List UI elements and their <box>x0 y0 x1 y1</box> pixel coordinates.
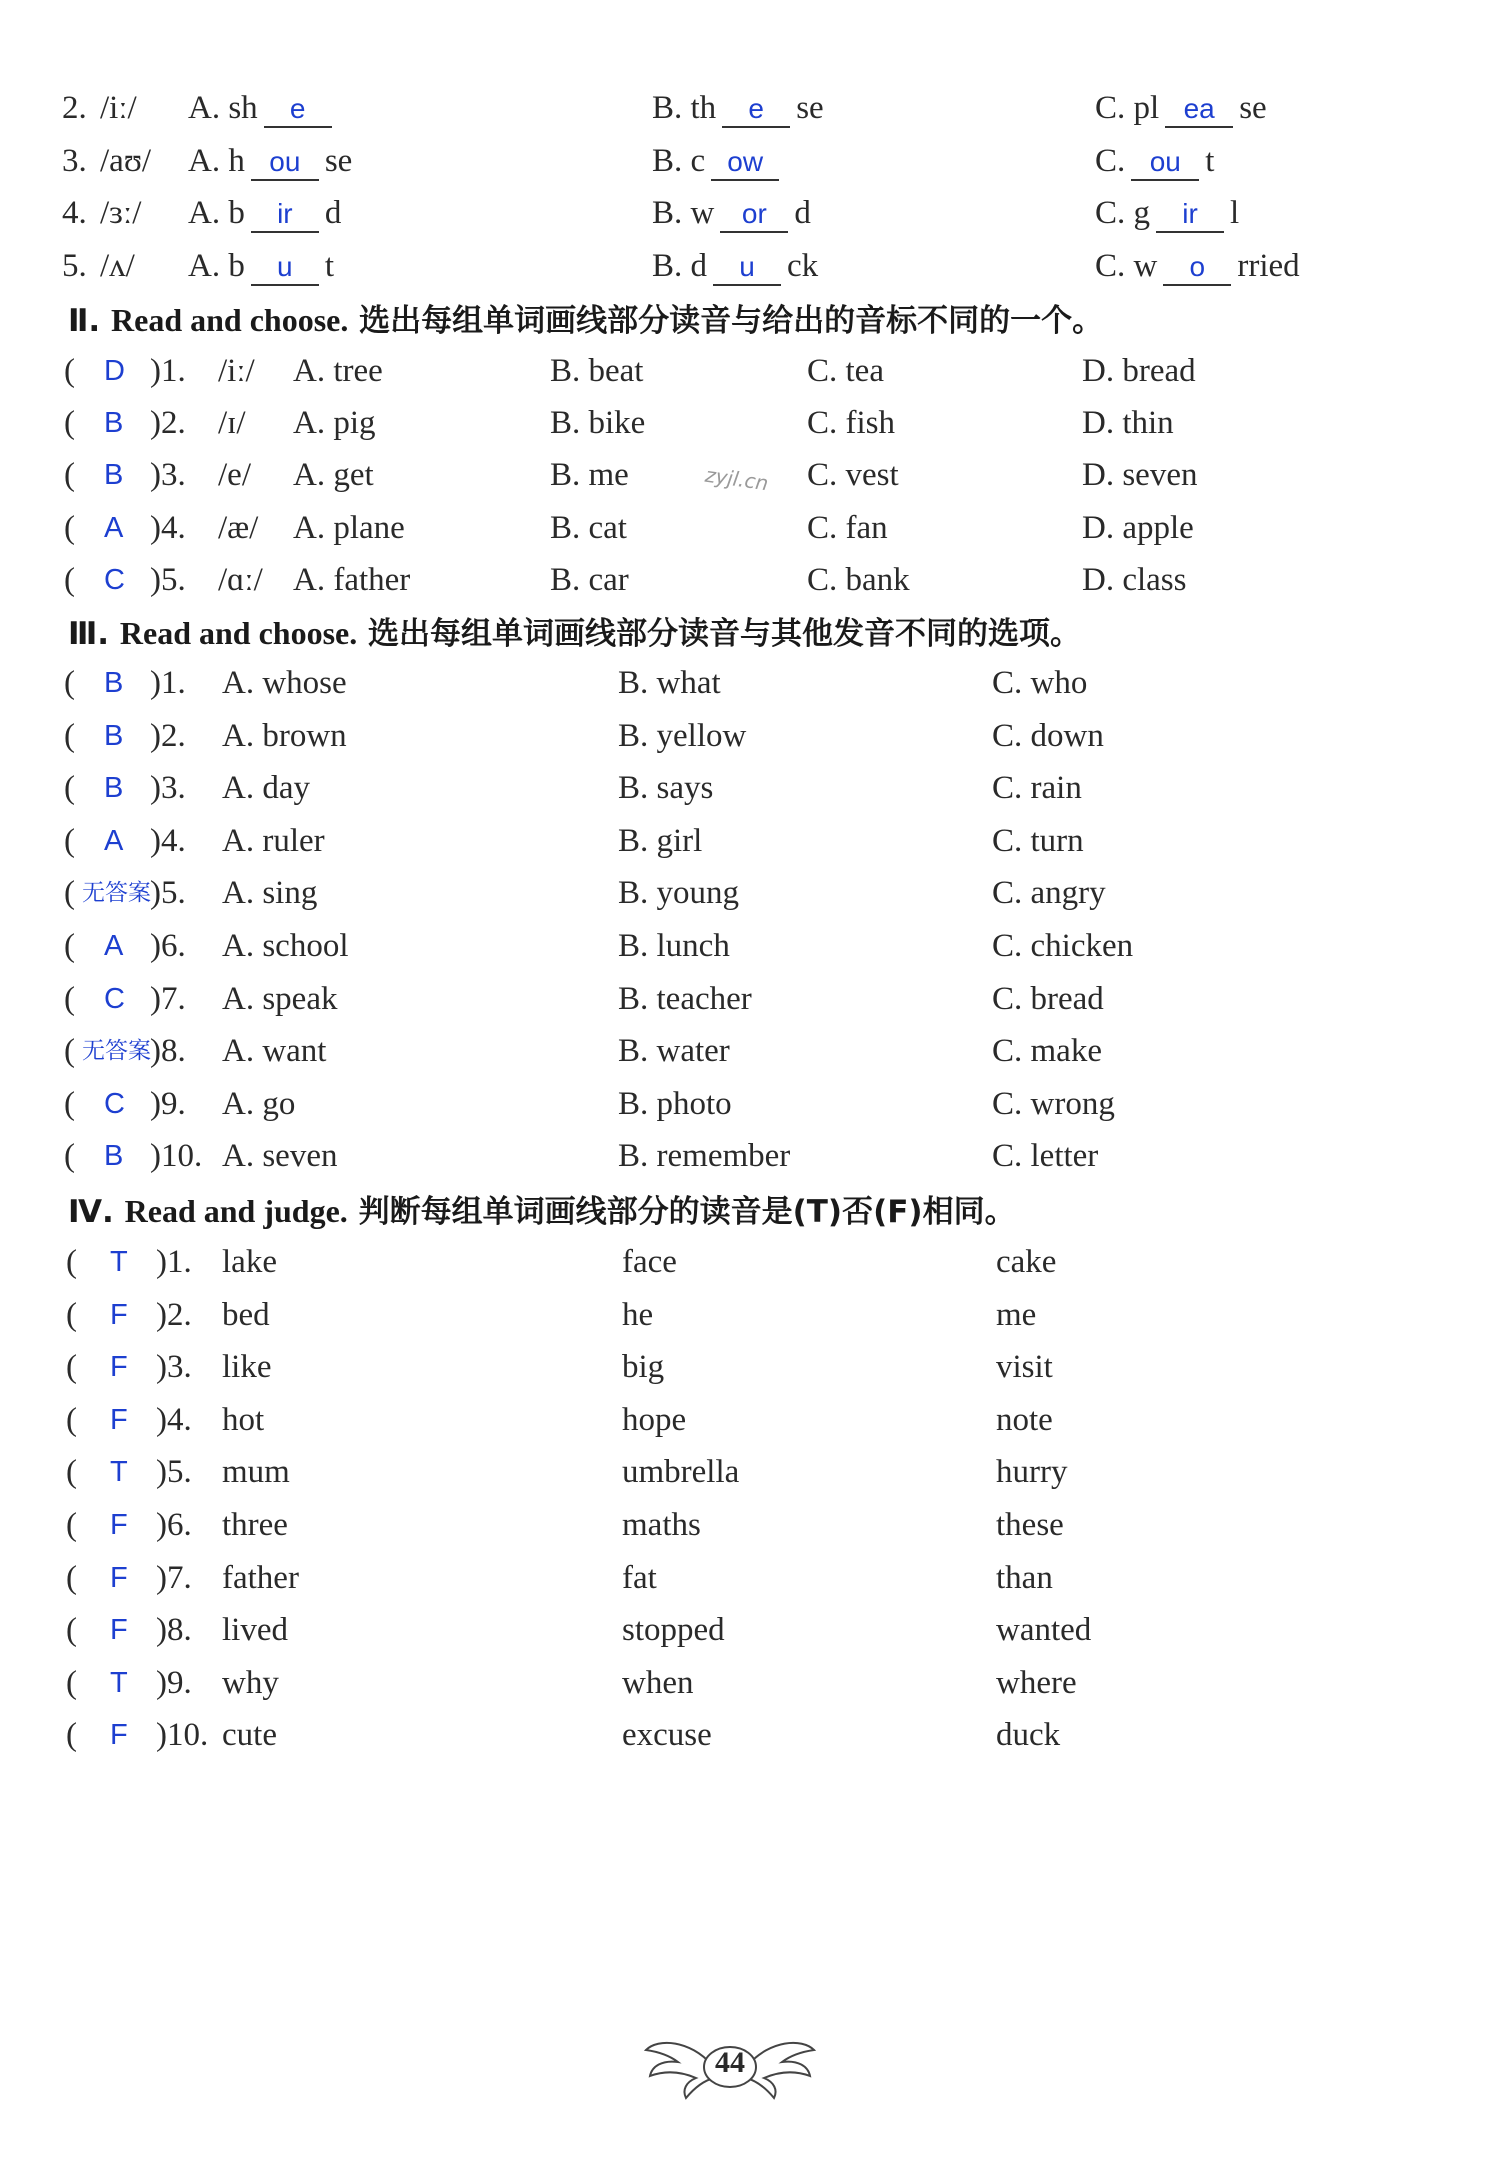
option-c: C. tea <box>807 353 884 389</box>
option-c: C. make <box>992 1033 1102 1070</box>
choice-row <box>0 1078 1500 1130</box>
word-3: wanted <box>996 1612 1092 1649</box>
option-c-prefix: C. w <box>1095 247 1158 284</box>
word-1: three <box>222 1507 288 1543</box>
row-number: 4. <box>62 195 87 231</box>
open-paren: ( <box>66 1296 77 1333</box>
option-a: A. go <box>222 1085 296 1122</box>
item-number: )5. <box>150 561 186 598</box>
answer-blank: ea <box>1165 92 1233 128</box>
option-b: B. remember <box>618 1138 791 1175</box>
choice-row <box>0 762 1500 814</box>
phonics-row <box>0 82 1500 134</box>
option-c <box>1095 82 1267 134</box>
option-b: B. cat <box>550 509 627 546</box>
judge-row <box>0 1552 1500 1604</box>
open-paren: ( <box>64 770 75 807</box>
answer-letter: B <box>104 407 124 440</box>
option-c: C. rain <box>992 770 1082 807</box>
answer-mark: T <box>110 1246 128 1278</box>
judge-row <box>0 1709 1500 1761</box>
open-paren: ( <box>64 509 75 546</box>
answer-blank: ou <box>251 145 319 181</box>
word-3: me <box>996 1296 1037 1333</box>
word-1: bed <box>222 1296 270 1333</box>
phonetic-symbol: /ɪ/ <box>218 405 246 442</box>
answer-letter: C <box>104 982 125 1015</box>
word-2: big <box>622 1349 665 1386</box>
option-c: C. chicken <box>992 928 1134 964</box>
option-b: B. yellow <box>618 717 747 754</box>
option-d: D. class <box>1082 561 1187 598</box>
row-number: 3. <box>62 142 87 179</box>
section-3-heading <box>68 605 1488 661</box>
option-b: B. photo <box>618 1085 732 1122</box>
word-3: cake <box>996 1244 1057 1280</box>
option-a: A. school <box>222 928 349 964</box>
choice-row <box>0 502 1500 554</box>
section-2-title-cn: 选出每组单词画线部分读音与给出的音标不同的一个。 <box>359 303 1104 339</box>
option-b: B. girl <box>618 822 703 859</box>
option-b-prefix: B. th <box>652 90 717 126</box>
answer-blank: ow <box>711 145 779 181</box>
word-2: excuse <box>622 1717 712 1754</box>
open-paren: ( <box>64 928 75 964</box>
item-number: )2. <box>150 405 186 442</box>
answer-blank: or <box>720 197 788 233</box>
open-paren: ( <box>64 822 75 859</box>
section-2-roman: Ⅱ. <box>68 303 101 339</box>
option-a: A. ruler <box>222 822 325 859</box>
option-a: A. want <box>222 1033 327 1070</box>
item-number: )8. <box>150 1033 186 1070</box>
option-b <box>652 187 811 239</box>
option-d: D. bread <box>1082 353 1196 389</box>
answer-mark: F <box>110 1719 128 1752</box>
open-paren: ( <box>64 980 75 1017</box>
phonics-row <box>0 240 1500 292</box>
judge-row <box>0 1394 1500 1446</box>
option-c: C. bank <box>807 561 910 598</box>
choice-row <box>0 867 1500 919</box>
item-number: )1. <box>150 665 186 701</box>
option-a <box>188 82 338 134</box>
open-paren: ( <box>66 1507 77 1543</box>
option-a: A. seven <box>222 1138 338 1175</box>
page-number-badge <box>640 2020 820 2110</box>
answer-mark: F <box>110 1403 128 1436</box>
option-a-prefix: A. sh <box>188 90 258 126</box>
open-paren: ( <box>66 1559 77 1596</box>
section-2-heading <box>68 292 1488 348</box>
phonics-row <box>0 187 1500 239</box>
section-3-roman: Ⅲ. <box>68 616 110 652</box>
option-c-prefix: C. pl <box>1095 90 1160 126</box>
judge-row <box>0 1657 1500 1709</box>
open-paren: ( <box>66 1717 77 1754</box>
option-c: C. down <box>992 717 1104 754</box>
word-3: these <box>996 1507 1064 1543</box>
open-paren: ( <box>66 1401 77 1438</box>
open-paren: ( <box>64 1085 75 1122</box>
option-b: B. what <box>618 665 721 701</box>
row-number: 5. <box>62 247 87 284</box>
answer-blank: e <box>722 92 790 128</box>
item-number: )2. <box>156 1296 192 1333</box>
item-number: )3. <box>150 770 186 807</box>
option-a: A. pig <box>293 405 376 442</box>
item-number: )8. <box>156 1612 192 1649</box>
word-1: lake <box>222 1244 277 1280</box>
item-number: )3. <box>150 457 186 494</box>
option-a-suffix: t <box>324 247 335 284</box>
option-c: C. turn <box>992 822 1084 859</box>
watermark: zyjl.cn <box>703 462 770 496</box>
answer-blank: ir <box>1156 197 1224 233</box>
section-4-heading <box>68 1183 1488 1239</box>
section-4-title-en: Read and judge. <box>124 1193 348 1229</box>
section-2-title-en: Read and choose. <box>111 302 349 338</box>
row-number: 2. <box>62 90 87 126</box>
answer-note: 无答案 <box>82 1038 151 1065</box>
option-a-suffix: se <box>324 142 353 179</box>
option-c: C. fan <box>807 509 888 546</box>
option-b <box>652 240 818 292</box>
answer-letter: B <box>104 719 124 752</box>
option-b: B. young <box>618 875 740 912</box>
open-paren: ( <box>66 1664 77 1701</box>
option-c: C. bread <box>992 980 1104 1017</box>
item-number: )7. <box>156 1559 192 1596</box>
option-a <box>188 187 341 239</box>
section-4-roman: Ⅳ. <box>68 1194 114 1230</box>
choice-row <box>0 815 1500 867</box>
option-c: C. vest <box>807 457 899 494</box>
judge-row <box>0 1604 1500 1656</box>
item-number: )3. <box>156 1349 192 1386</box>
option-b: B. me <box>550 457 629 494</box>
judge-row <box>0 1341 1500 1393</box>
option-a-prefix: A. b <box>188 247 245 284</box>
answer-mark: F <box>110 1614 128 1647</box>
option-c: C. who <box>992 665 1088 701</box>
option-a: A. get <box>293 457 374 494</box>
word-1: like <box>222 1349 272 1386</box>
answer-blank: u <box>713 250 781 286</box>
item-number: )5. <box>150 875 186 912</box>
phonetic-symbol: /aʊ/ <box>100 142 152 179</box>
option-b: B. says <box>618 770 714 807</box>
word-3: hurry <box>996 1454 1068 1491</box>
answer-blank: ou <box>1131 145 1199 181</box>
option-c: C. angry <box>992 875 1106 912</box>
answer-blank: o <box>1163 250 1231 286</box>
option-b: B. water <box>618 1033 730 1070</box>
option-a: A. sing <box>222 875 318 912</box>
choice-row <box>0 554 1500 606</box>
option-c-suffix: se <box>1239 90 1267 126</box>
choice-row <box>0 710 1500 762</box>
option-a <box>188 135 352 187</box>
judge-row <box>0 1236 1500 1288</box>
item-number: )1. <box>156 1244 192 1280</box>
item-number: )7. <box>150 980 186 1017</box>
option-c <box>1095 135 1214 187</box>
judge-row <box>0 1499 1500 1551</box>
option-b <box>652 135 785 187</box>
open-paren: ( <box>64 1033 75 1070</box>
option-b-suffix: ck <box>787 247 819 284</box>
phonetic-symbol: /e/ <box>218 457 251 494</box>
option-a: A. day <box>222 770 310 807</box>
option-b: B. beat <box>550 353 644 389</box>
word-3: visit <box>996 1349 1053 1386</box>
word-2: face <box>622 1244 677 1280</box>
page-number: 44 <box>715 2046 745 2079</box>
option-c-suffix: rried <box>1237 247 1300 284</box>
option-c-prefix: C. g <box>1095 195 1151 231</box>
option-a-prefix: A. h <box>188 142 245 179</box>
item-number: )1. <box>150 353 186 389</box>
answer-letter: B <box>104 459 124 492</box>
open-paren: ( <box>64 561 75 598</box>
judge-row <box>0 1289 1500 1341</box>
choice-row <box>0 1130 1500 1182</box>
answer-mark: F <box>110 1298 128 1331</box>
option-b-prefix: B. d <box>652 247 708 284</box>
answer-note: 无答案 <box>82 880 151 907</box>
answer-letter: B <box>104 1140 124 1173</box>
answer-mark: F <box>110 1561 128 1594</box>
option-b-prefix: B. c <box>652 142 706 179</box>
option-a: A. tree <box>293 353 383 389</box>
option-d: D. thin <box>1082 405 1174 442</box>
word-2: umbrella <box>622 1454 740 1491</box>
phonetic-symbol: /æ/ <box>218 509 259 546</box>
word-3: where <box>996 1664 1077 1701</box>
answer-mark: T <box>110 1456 128 1489</box>
option-b: B. teacher <box>618 980 752 1017</box>
item-number: )6. <box>156 1507 192 1543</box>
option-b: B. lunch <box>618 928 730 964</box>
open-paren: ( <box>64 405 75 442</box>
answer-letter: A <box>104 824 124 857</box>
open-paren: ( <box>66 1349 77 1386</box>
phonics-row <box>0 135 1500 187</box>
option-a <box>188 240 334 292</box>
option-d: D. seven <box>1082 457 1198 494</box>
phonetic-symbol: /iː/ <box>100 90 137 126</box>
option-a-suffix: d <box>324 195 342 231</box>
answer-mark: F <box>110 1351 128 1384</box>
word-1: father <box>222 1559 299 1596</box>
option-b: B. car <box>550 561 629 598</box>
word-1: why <box>222 1664 279 1701</box>
answer-mark: F <box>110 1509 128 1541</box>
answer-letter: A <box>104 511 124 544</box>
option-a: A. brown <box>222 717 347 754</box>
open-paren: ( <box>64 1138 75 1175</box>
answer-blank: u <box>251 250 319 286</box>
section-3-title-en: Read and choose. <box>119 615 358 651</box>
option-d: D. apple <box>1082 509 1194 546</box>
option-a-prefix: A. b <box>188 195 245 231</box>
option-c <box>1095 240 1300 292</box>
word-2: he <box>622 1296 654 1333</box>
answer-letter: A <box>104 930 124 962</box>
answer-letter: C <box>104 1087 125 1120</box>
item-number: )4. <box>156 1401 192 1438</box>
word-2: hope <box>622 1401 687 1438</box>
option-c <box>1095 187 1239 239</box>
word-1: cute <box>222 1717 277 1754</box>
option-c-suffix: l <box>1230 195 1240 231</box>
option-c: C. fish <box>807 405 896 442</box>
open-paren: ( <box>66 1244 77 1280</box>
answer-blank: ir <box>251 197 319 233</box>
item-number: )10. <box>156 1717 209 1754</box>
section-4-title-cn: 判断每组单词画线部分的读音是(T)否(F)相同。 <box>358 1194 1016 1230</box>
answer-letter: D <box>104 355 125 387</box>
option-a: A. whose <box>222 665 347 701</box>
word-3: than <box>996 1559 1053 1596</box>
option-a: A. father <box>293 561 411 598</box>
item-number: )10. <box>150 1138 203 1175</box>
option-c: C. letter <box>992 1138 1099 1175</box>
word-3: note <box>996 1401 1053 1438</box>
option-b: B. bike <box>550 405 646 442</box>
word-2: when <box>622 1664 694 1701</box>
open-paren: ( <box>64 875 75 912</box>
option-b-suffix: se <box>796 90 824 126</box>
open-paren: ( <box>66 1612 77 1649</box>
phonetic-symbol: /iː/ <box>218 353 255 389</box>
item-number: )2. <box>150 717 186 754</box>
option-b-prefix: B. w <box>652 195 715 231</box>
answer-mark: T <box>110 1666 128 1699</box>
answer-letter: C <box>104 563 125 596</box>
item-number: )6. <box>150 928 186 964</box>
option-a: A. plane <box>293 509 405 546</box>
option-c-suffix: t <box>1205 142 1215 179</box>
item-number: )4. <box>150 822 186 859</box>
word-2: stopped <box>622 1612 725 1649</box>
phonetic-symbol: /ɑː/ <box>218 561 263 598</box>
option-c-prefix: C. <box>1095 142 1126 179</box>
open-paren: ( <box>64 353 75 389</box>
open-paren: ( <box>66 1454 77 1491</box>
item-number: )9. <box>156 1664 192 1701</box>
word-2: fat <box>622 1559 657 1596</box>
choice-row <box>0 345 1500 397</box>
answer-blank: e <box>264 92 332 128</box>
choice-row <box>0 657 1500 709</box>
item-number: )9. <box>150 1085 186 1122</box>
word-3: duck <box>996 1717 1061 1754</box>
answer-letter: B <box>104 667 124 699</box>
word-1: hot <box>222 1401 265 1438</box>
judge-row <box>0 1446 1500 1498</box>
phonetic-symbol: /ɜː/ <box>100 195 142 231</box>
choice-row <box>0 920 1500 972</box>
answer-letter: B <box>104 772 124 805</box>
option-b-suffix: d <box>794 195 811 231</box>
item-number: )4. <box>150 509 186 546</box>
word-1: lived <box>222 1612 288 1649</box>
word-2: maths <box>622 1507 701 1543</box>
open-paren: ( <box>64 717 75 754</box>
section-3-title-cn: 选出每组单词画线部分读音与其他发音不同的选项。 <box>368 616 1082 652</box>
option-c: C. wrong <box>992 1085 1115 1122</box>
phonetic-symbol: /ʌ/ <box>100 247 135 284</box>
choice-row <box>0 1025 1500 1077</box>
option-a: A. speak <box>222 980 338 1017</box>
word-1: mum <box>222 1454 290 1491</box>
open-paren: ( <box>64 665 75 701</box>
choice-row <box>0 973 1500 1025</box>
open-paren: ( <box>64 457 75 494</box>
option-b <box>652 82 824 134</box>
item-number: )5. <box>156 1454 192 1491</box>
choice-row <box>0 397 1500 449</box>
